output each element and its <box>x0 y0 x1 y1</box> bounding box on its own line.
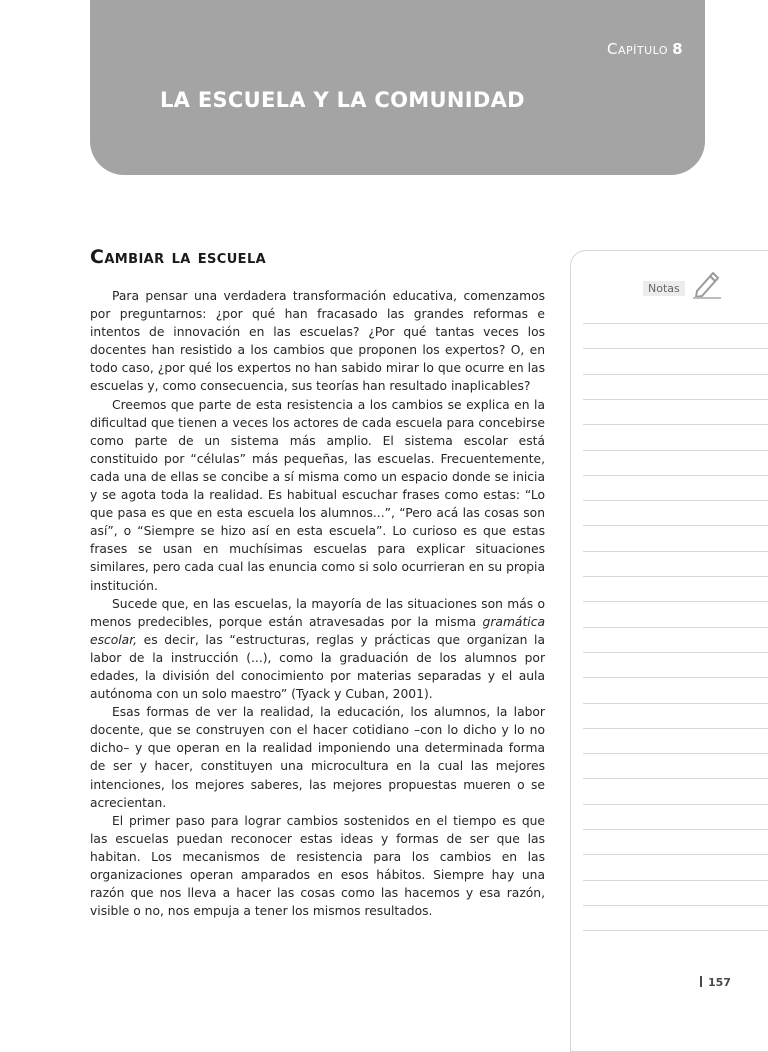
note-line <box>583 399 768 400</box>
pencil-icon <box>691 267 723 299</box>
note-line <box>583 576 768 577</box>
paragraph: El primer paso para lograr cambios sostenidos en el tiempo es que las escuelas puedan reconocer estas ideas y formas de ser que las habitan. Los mecanismos de resistencia para los cambios en las organizaciones operan amparados en esos hábitos. Siempre hay una razón que nos lleva a hacer las cosas como las hacemos y esa razón, visible o no, nos empuja a tener los mismos resultados. <box>90 813 545 919</box>
notes-label: Notas <box>643 281 685 296</box>
note-line <box>583 829 768 830</box>
emphasized-term: gramática escolar, <box>90 614 545 647</box>
note-line <box>583 348 768 349</box>
note-line <box>583 880 768 881</box>
note-line <box>583 804 768 805</box>
note-line <box>583 374 768 375</box>
note-line <box>583 905 768 906</box>
note-line <box>583 424 768 425</box>
note-line <box>583 627 768 628</box>
note-line <box>583 450 768 451</box>
chapter-label <box>607 40 683 58</box>
note-line <box>583 323 768 324</box>
page-number-text: 157 <box>708 976 731 989</box>
paragraph <box>90 595 545 704</box>
note-line <box>583 854 768 855</box>
paragraph: Esas formas de ver la realidad, la educación, los alumnos, la labor docente, que se construyen con el hacer cotidiano –con lo dicho y lo no dicho– y que operan en la realidad imponiendo una determinada forma de ser y hacer, constituyen una microcultura en la cual las mejores intenciones, los mejores saberes, las mejores propuestas mueren o se acrecientan. <box>90 705 545 810</box>
notes-panel <box>570 250 768 1052</box>
chapter-word: Capítulo <box>607 40 669 58</box>
paragraph-text: Sucede que, en las escuelas, la mayoría de las situaciones son más o menos predecibles, porque están atravesadas por la misma <box>90 596 545 629</box>
note-line <box>583 652 768 653</box>
note-line <box>583 753 768 754</box>
note-line <box>583 703 768 704</box>
note-line <box>583 728 768 729</box>
paragraph: Creemos que parte de esta resistencia a los cambios se explica en la dificultad que tienen a veces los actores de cada escuela para concebirse como parte de un sistema más amplio. El sistema escolar está constituido por “células” más pequeñas, las escuelas. Frecuentemente, cada una de ellas se concibe a sí misma como un espacio donde se inicia y se agota toda la realidad. Es habitual escuchar frases como estas: “Lo que pasa es que en esta escuela los alumnos...”, “Pero acá las cosas son así”, o “Siempre se hizo así en esta escuela”. Lo curioso es que estas frases se usan en muchísimas escuelas para explicar situaciones similares, pero cada cual las enuncia como si solo ocurrieran en su propia institución. <box>90 397 545 593</box>
paragraph: Para pensar una verdadera transformación educativa, comenzamos por preguntarnos: ¿por qué han fracasado las grandes reformas e intentos de innovación en las escuelas? ¿Por qué tantas veces los docentes han resistido a los cambios que proponen los expertos? O, en todo caso, ¿por qué los expertos no han sabido mirar lo que ocurre en las escuelas y, como consecuencia, sus teorías han resultado inaplicables? <box>90 289 545 394</box>
note-line <box>583 525 768 526</box>
note-line <box>583 930 768 931</box>
page-number <box>700 976 731 989</box>
chapter-banner <box>90 0 705 175</box>
note-line <box>583 677 768 678</box>
note-line <box>583 475 768 476</box>
note-line <box>583 778 768 779</box>
body-text <box>90 287 545 920</box>
page-number-bar <box>700 976 702 987</box>
chapter-number: 8 <box>672 40 683 58</box>
paragraph-text: es decir, las “estructuras, reglas y prácticas que organizan la labor de la instrucción (...), como la graduación de los alumnos por edades, la división del conocimiento por materias separadas y el aula autónoma con un solo maestro” (Tyack y Cuban, 2001). <box>90 632 545 702</box>
note-line <box>583 601 768 602</box>
note-line <box>583 551 768 552</box>
chapter-title: LA ESCUELA Y LA COMUNIDAD <box>160 88 525 112</box>
note-line <box>583 500 768 501</box>
section-title: Cambiar la escuela <box>90 246 267 268</box>
